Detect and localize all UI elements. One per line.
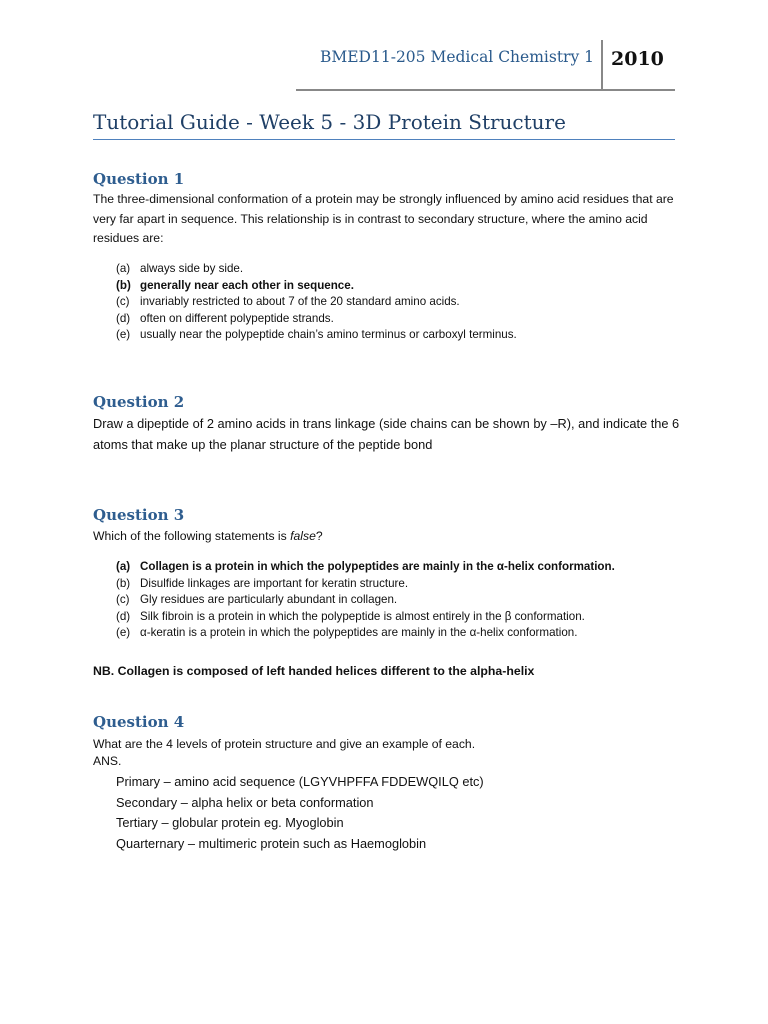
q4-heading: Question 4 xyxy=(93,713,185,731)
q4-answer-quarternary: Quarternary – multimeric protein such as Haemoglobin xyxy=(116,835,427,851)
q3-option-a: (a) Collagen is a protein in which the polypeptides are mainly in the α-helix conformation. xyxy=(116,560,615,573)
q3-note: NB. Collagen is composed of left handed helices different to the alpha-helix xyxy=(93,664,535,678)
q3-option-d: (d) Silk fibroin is a protein in which the polypeptide is almost entirely in the β conformation. xyxy=(116,609,585,623)
header-year: 2010 xyxy=(611,48,664,70)
q1-option-b: (b) generally near each other in sequence. xyxy=(116,278,354,292)
q3-option-b: (b) Disulfide linkages are important for keratin structure. xyxy=(116,576,409,590)
q3-heading: Question 3 xyxy=(93,506,185,524)
header-divider xyxy=(601,40,603,90)
q1-text: The three-dimensional conformation of a protein may be strongly influenced by amino acid residues that are very far apart in sequence. This relationship is in contrast to secondary structure, where the amino acid residues are: xyxy=(93,192,674,245)
q2-heading: Question 2 xyxy=(93,393,185,411)
q4-answer-tertiary: Tertiary – globular protein eg. Myoglobin xyxy=(116,815,344,830)
header-rule xyxy=(296,89,675,91)
q1-option-e: (e) usually near the polypeptide chain’s amino terminus or carboxyl terminus. xyxy=(116,328,517,341)
q2-text: Draw a dipeptide of 2 amino acids in trans linkage (side chains can be shown by –R), and indicate the 6 atoms that make up the planar structure of the peptide bond xyxy=(93,416,680,452)
q3-option-e: (e) α-keratin is a protein in which the polypeptides are mainly in the α-helix conformation. xyxy=(116,626,578,639)
q3-options xyxy=(116,559,615,642)
page-title: Tutorial Guide - Week 5 - 3D Protein Structure xyxy=(93,110,566,134)
q1-option-d: (d) often on different polypeptide strands. xyxy=(116,311,334,325)
course-header: BMED11-205 Medical Chemistry 1 xyxy=(319,48,594,66)
q3-prompt: Which of the following statements is false? xyxy=(93,529,323,543)
q4-answer-secondary: Secondary – alpha helix or beta conformation xyxy=(116,794,374,810)
q1-option-c: (c) invariably restricted to about 7 of the 20 standard amino acids. xyxy=(116,295,460,308)
q4-answer-primary: Primary – amino acid sequence (LGYVHPFFA FDDEWQILQ etc) xyxy=(116,774,484,789)
q1-heading: Question 1 xyxy=(93,170,185,188)
q1-option-a: (a) always side by side. xyxy=(116,262,244,275)
q4-answers xyxy=(116,772,484,854)
title-rule xyxy=(93,139,675,140)
q4-text: What are the 4 levels of protein structure and give an example of each. xyxy=(93,737,476,751)
q4-ans-label: ANS. xyxy=(93,754,122,768)
q3-option-c: (c) Gly residues are particularly abundant in collagen. xyxy=(116,593,398,606)
q1-options xyxy=(116,261,517,344)
